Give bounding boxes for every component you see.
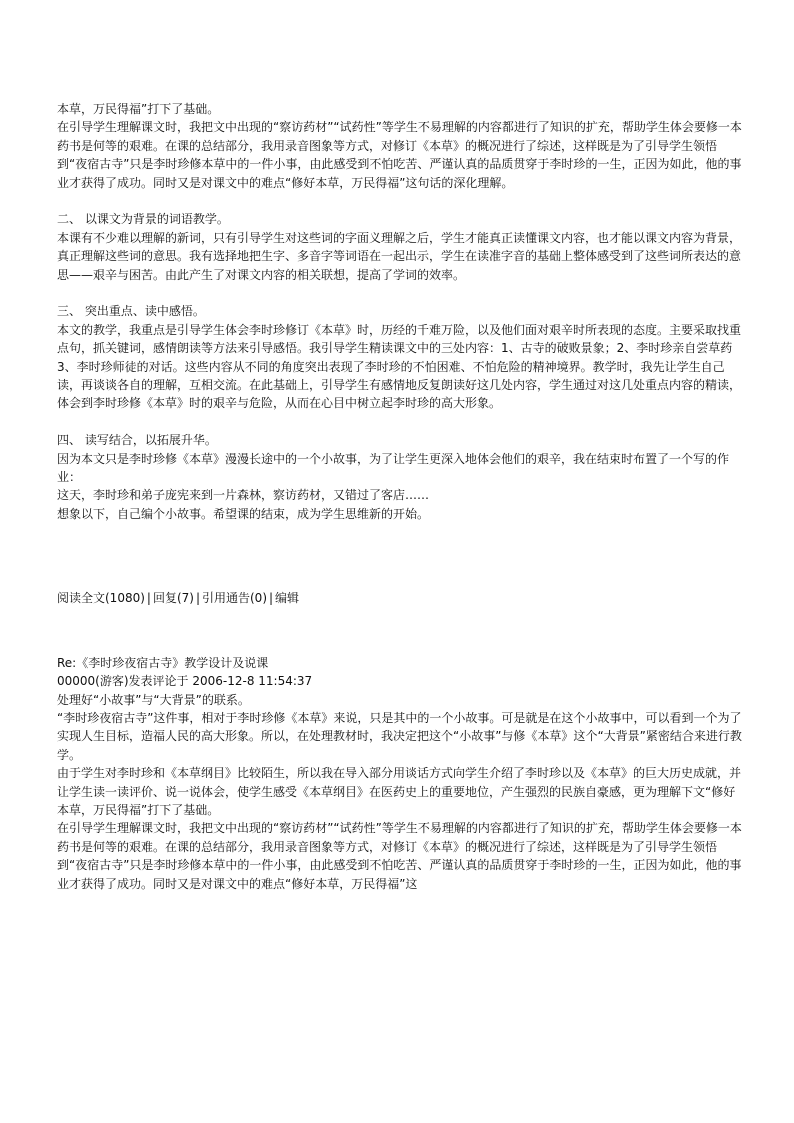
paragraph: 本课有不少难以理解的新词，只有引导学生对这些词的字面义理解之后，学生才能真正读懂课文内容，也才能以课文内容为背景，真正理解这些词的意思。我有选择地把生字、多音字等词语在一起出示，学生在读准字音的基础上整体感受到了这些词所表达的意思——艰辛与困苦。由此产生了对课文内容的相关联想，提高了学词的效率。	[57, 230, 742, 282]
paragraph: 本草，万民得福”打下了基础。	[57, 102, 220, 116]
read-full-link[interactable]: 阅读全文(1080)	[57, 591, 145, 606]
section-heading: 二、 以课文为背景的词语教学。	[57, 212, 229, 227]
comment-title: Re:《李时珍夜宿古寺》教学设计及说课	[57, 655, 269, 670]
comment-meta: 00000(游客)发表评论于 2006-12-8 11:54:37	[57, 674, 313, 689]
reply-link[interactable]: 回复(7)	[152, 591, 194, 606]
spacer	[57, 192, 743, 210]
spacer	[57, 523, 743, 589]
comment-paragraph: 处理好“小故事”与“大背景”的联系。	[57, 692, 250, 707]
paragraph: 想象以下，自己编个小故事。希望课的结束，成为学生思维新的开始。	[57, 506, 430, 521]
post-links-bar	[57, 589, 743, 607]
section-heading: 三、 突出重点、读中感悟。	[57, 304, 205, 319]
trackback-link[interactable]: 引用通告(0)	[202, 591, 267, 606]
paragraph: 本文的教学，我重点是引导学生体会李时珍修订《本草》时，历经的千难万险，以及他们面对艰辛时所表现的态度。主要采取找重点句，抓关键词，感情朗读等方法来引导感悟。我引导学生精读课文中的三处内容：1、古寺的破败景象；2、李时珍亲自尝草药 3、李时珍师徒的对话。这些内容从不同的角度突出表现了李时珍的不怕困难、不怕危险的精神境界。教学时，我先让学生自己读，再谈谈各自的理解，互相交流。在此基础上，引导学生有感情地反复朗读好这几处内容，学生通过对这几处重点内容的精读，体会到李时珍修《本草》时的艰辛与危险，从而在心目中树立起李时珍的高大形象。	[57, 322, 742, 411]
spacer	[57, 608, 743, 654]
comment-paragraph: “李时珍夜宿古寺”这件事，相对于李时珍修《本草》来说，只是其中的一个小故事。可是就是在这个小故事中，可以看到一个为了实现人生目标，造福人民的高大形象。所以，在处理教材时，我决定把这个“小故事”与修《本草》这个“大背景”紧密结合来进行教学。	[57, 710, 742, 762]
comment-paragraph: 由于学生对李时珍和《本草纲目》比较陌生，所以我在导入部分用谈话方式向学生介绍了李时珍以及《本草》的巨大历史成就，并让学生读一读评价、说一说体会，使学生感受《本草纲目》在医药史上的重要地位，产生强烈的民族自豪感，更为理解下文“修好本草，万民得福”打下了基础。	[57, 766, 742, 817]
paragraph: 在引导学生理解课文时，我把文中出现的“察访药材”“试药性”等学生不易理解的内容都进行了知识的扩充，帮助学生体会要修一本药书是何等的艰难。在课的总结部分，我用录音图象等方式，对修订《本草》的概况进行了综述，这样既是为了引导学生领悟到“夜宿古寺”只是李时珍修本草中的一件小事，由此感受到不怕吃苦、严谨认真的品质贯穿于李时珍的一生，正因为如此，他的事业才获得了成功。同时又是对课文中的难点“修好本草，万民得福”这句话的深化理解。	[57, 120, 742, 190]
section-heading: 四、 读写结合，以拓展升华。	[57, 433, 217, 448]
comment-paragraph: 在引导学生理解课文时，我把文中出现的“察访药材”“试药性”等学生不易理解的内容都进行了知识的扩充，帮助学生体会要修一本药书是何等的艰难。在课的总结部分，我用录音图象等方式，对修订《本草》的概况进行了综述，这样既是为了引导学生领悟到“夜宿古寺”只是李时珍修本草中的一件小事，由此感受到不怕吃苦、严谨认真的品质贯穿于李时珍的一生，正因为如此，他的事业才获得了成功。同时又是对课文中的难点“修好本草，万民得福”这	[57, 821, 742, 891]
link-separator: |	[195, 591, 200, 606]
link-separator: |	[269, 591, 274, 606]
edit-link[interactable]: 编辑	[275, 591, 300, 606]
spacer	[57, 413, 743, 431]
paragraph: 因为本文只是李时珍修《本草》漫漫长途中的一个小故事，为了让学生更深入地体会他们的艰辛，我在结束时布置了一个写的作业：	[57, 451, 730, 485]
spacer	[57, 284, 743, 302]
paragraph: 这天，李时珍和弟子庞宪来到一片森林，察访药材，又错过了客店……	[57, 488, 430, 503]
link-separator: |	[146, 591, 151, 606]
page-content	[57, 100, 743, 893]
